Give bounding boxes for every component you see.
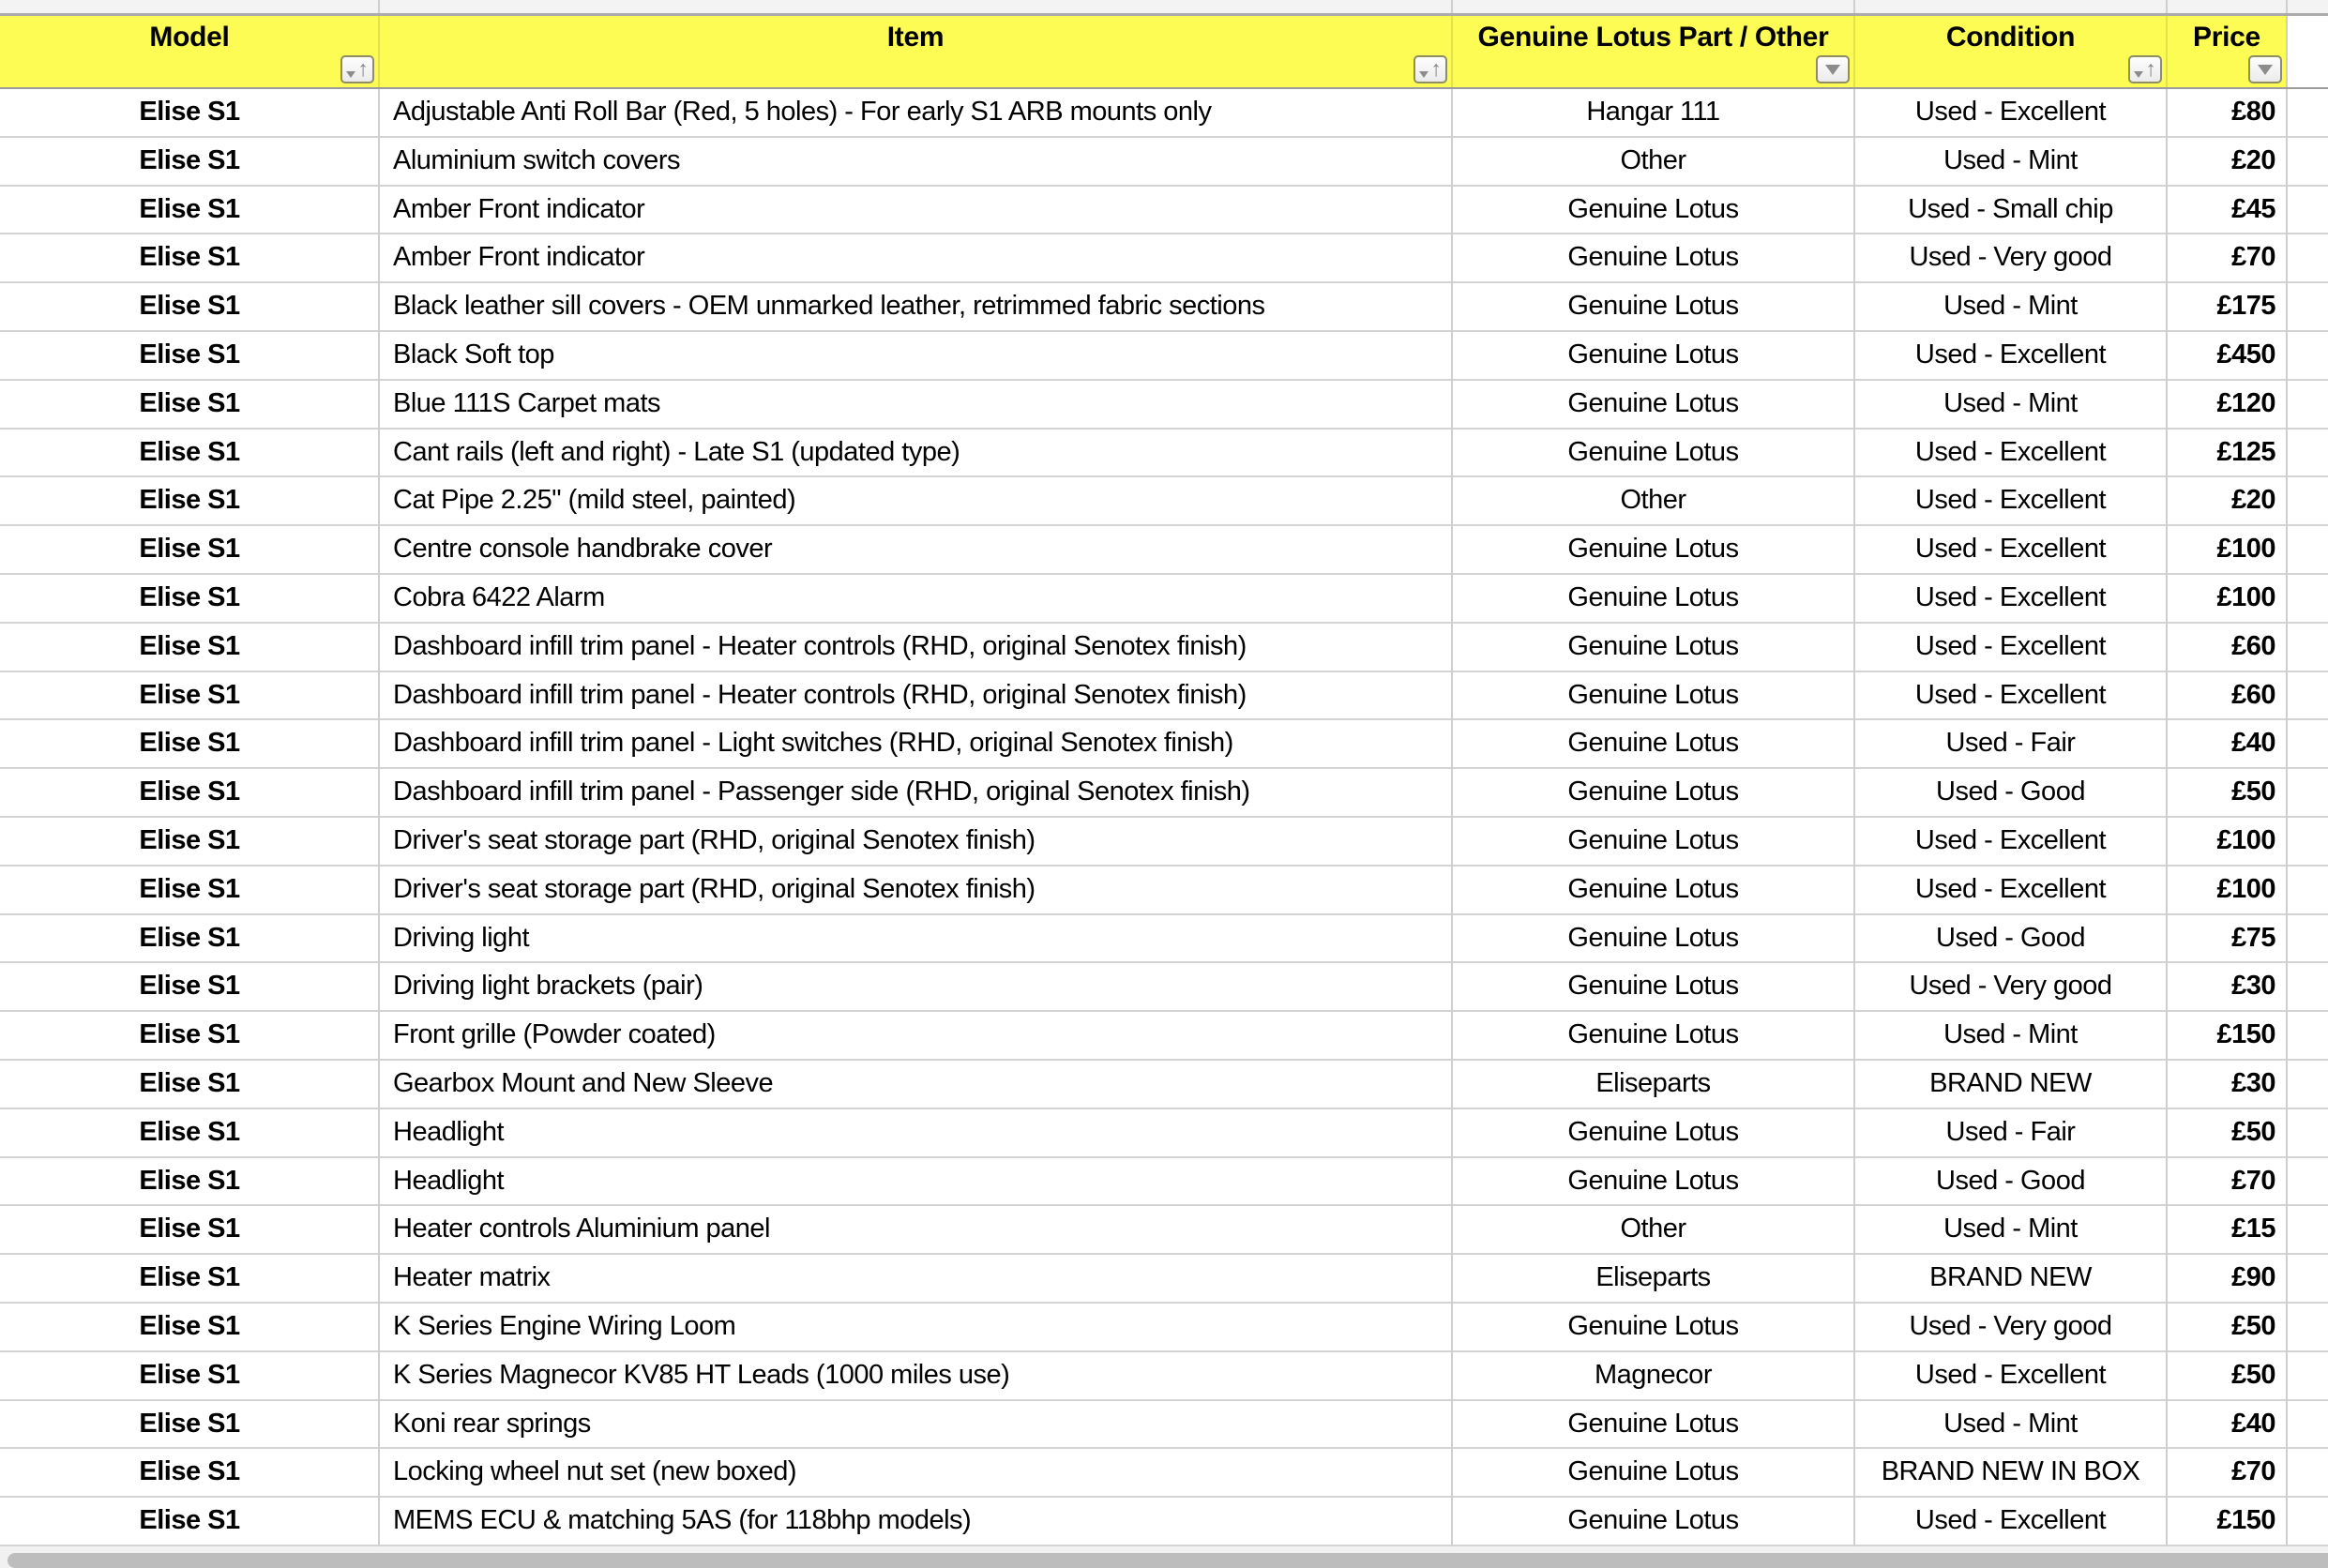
cell-price[interactable]: £100 bbox=[2216, 534, 2275, 565]
cell-price[interactable]: £20 bbox=[2231, 485, 2275, 516]
cell-condition[interactable]: Used - Mint bbox=[1943, 1019, 2078, 1050]
table-row bbox=[0, 526, 2328, 575]
cell-source[interactable]: Genuine Lotus bbox=[1567, 1116, 1739, 1147]
cell-item[interactable]: K Series Engine Wiring Loom bbox=[393, 1310, 736, 1341]
cell-model[interactable]: Elise S1 bbox=[139, 922, 240, 953]
cell-condition[interactable]: Used - Excellent bbox=[1914, 1505, 2107, 1536]
cell-source[interactable]: Other bbox=[1620, 144, 1686, 175]
cell-model[interactable]: Elise S1 bbox=[139, 1456, 240, 1487]
cell-model[interactable]: Elise S1 bbox=[139, 1116, 240, 1147]
cell-model[interactable]: Elise S1 bbox=[139, 824, 240, 855]
cell-empty[interactable] bbox=[2287, 720, 2328, 767]
cell-condition[interactable]: BRAND NEW bbox=[1929, 1067, 2092, 1098]
table-row bbox=[0, 89, 2328, 138]
cell-model[interactable]: Elise S1 bbox=[139, 387, 240, 418]
cell-item[interactable]: Driving light bbox=[393, 922, 529, 953]
filter-dropdown-icon bbox=[1825, 65, 1840, 75]
cell-condition[interactable]: Used - Excellent bbox=[1914, 824, 2107, 855]
cell-item[interactable]: Blue 111S Carpet mats bbox=[393, 387, 661, 418]
column-header-item[interactable] bbox=[379, 16, 1452, 87]
cell-condition[interactable]: Used - Excellent bbox=[1914, 873, 2107, 904]
table-row bbox=[0, 867, 2328, 915]
cell-empty[interactable] bbox=[2287, 187, 2328, 234]
table-row bbox=[0, 1158, 2328, 1207]
cell-condition[interactable]: Used - Very good bbox=[1909, 971, 2112, 1002]
cell-empty[interactable] bbox=[2287, 963, 2328, 1010]
cell-source[interactable]: Magnecor bbox=[1595, 1359, 1712, 1390]
cell-condition[interactable]: Used - Good bbox=[1936, 922, 2085, 953]
cell-model[interactable]: Elise S1 bbox=[139, 534, 240, 565]
cell-item[interactable]: Amber Front indicator bbox=[393, 242, 645, 273]
cell-empty[interactable] bbox=[2287, 624, 2328, 671]
sort-popup-button-model[interactable] bbox=[340, 55, 374, 83]
cell-price[interactable]: £50 bbox=[2231, 776, 2275, 807]
cell-item[interactable]: Koni rear springs bbox=[393, 1408, 591, 1439]
cell-condition[interactable]: Used - Excellent bbox=[1914, 485, 2107, 516]
cell-empty[interactable] bbox=[2287, 1012, 2328, 1059]
cell-condition[interactable]: Used - Excellent bbox=[1914, 339, 2107, 369]
cell-price[interactable]: £80 bbox=[2231, 97, 2275, 127]
cell-condition[interactable]: Used - Mint bbox=[1943, 291, 2078, 322]
cell-price[interactable]: £40 bbox=[2231, 1408, 2275, 1439]
partial-row-above-header bbox=[0, 0, 2328, 13]
cell-source[interactable]: Eliseparts bbox=[1595, 1262, 1711, 1293]
gridline bbox=[1853, 16, 1855, 87]
table-row bbox=[0, 138, 2328, 187]
column-header-condition[interactable] bbox=[1854, 16, 2167, 87]
cell-model[interactable]: Elise S1 bbox=[139, 1067, 240, 1098]
table-row bbox=[0, 963, 2328, 1012]
cell-model[interactable]: Elise S1 bbox=[139, 630, 240, 661]
cell-model[interactable]: Elise S1 bbox=[139, 291, 240, 322]
table-row bbox=[0, 1206, 2328, 1255]
cell-source[interactable]: Genuine Lotus bbox=[1567, 1019, 1739, 1050]
table-row bbox=[0, 1449, 2328, 1498]
cell-price[interactable]: £50 bbox=[2231, 1116, 2275, 1147]
cell-condition[interactable]: Used - Excellent bbox=[1914, 630, 2107, 661]
filter-popup-button-source[interactable] bbox=[1816, 55, 1850, 83]
cell-price[interactable]: £150 bbox=[2216, 1505, 2275, 1536]
cell-price[interactable]: £45 bbox=[2231, 193, 2275, 224]
cell-model[interactable]: Elise S1 bbox=[139, 1505, 240, 1536]
table-row bbox=[0, 1061, 2328, 1109]
cell-item[interactable]: Gearbox Mount and New Sleeve bbox=[393, 1067, 774, 1098]
cell-empty[interactable] bbox=[2287, 138, 2328, 185]
cell-item[interactable]: K Series Magnecor KV85 HT Leads (1000 miles use) bbox=[393, 1359, 1010, 1390]
cell-source[interactable]: Genuine Lotus bbox=[1567, 679, 1739, 710]
table-row bbox=[0, 818, 2328, 867]
cell-empty[interactable] bbox=[2287, 477, 2328, 524]
cell-item[interactable]: Driving light brackets (pair) bbox=[393, 971, 703, 1002]
gridline bbox=[2286, 16, 2288, 87]
sort-descending-icon bbox=[346, 71, 355, 78]
cell-empty[interactable] bbox=[2287, 672, 2328, 719]
cell-source[interactable]: Genuine Lotus bbox=[1567, 1505, 1739, 1536]
cell-model[interactable]: Elise S1 bbox=[139, 485, 240, 516]
sort-descending-icon bbox=[1419, 71, 1429, 78]
cell-source[interactable]: Genuine Lotus bbox=[1567, 193, 1739, 224]
cell-empty[interactable] bbox=[2287, 1061, 2328, 1108]
column-header-label: Model bbox=[149, 22, 230, 53]
gridline bbox=[1853, 89, 1855, 1546]
cell-item[interactable]: Headlight bbox=[393, 1116, 505, 1147]
table-header-row bbox=[0, 16, 2328, 87]
cell-source[interactable]: Genuine Lotus bbox=[1567, 1408, 1739, 1439]
cell-model[interactable]: Elise S1 bbox=[139, 776, 240, 807]
cell-source[interactable]: Hangar 111 bbox=[1586, 97, 1720, 127]
table-row bbox=[0, 1255, 2328, 1304]
gridline bbox=[378, 89, 380, 1546]
sort-popup-button-item[interactable] bbox=[1413, 55, 1447, 83]
gridline bbox=[1451, 16, 1453, 87]
cell-empty[interactable] bbox=[2287, 1352, 2328, 1399]
cell-empty[interactable] bbox=[2287, 332, 2328, 379]
cell-price[interactable]: £120 bbox=[2216, 387, 2275, 418]
cell-item[interactable]: Dashboard infill trim panel - Light switches (RHD, original Senotex finish) bbox=[393, 728, 1233, 759]
cell-source[interactable]: Other bbox=[1620, 485, 1686, 516]
column-header-source[interactable] bbox=[1452, 16, 1854, 87]
cell-empty[interactable] bbox=[2287, 283, 2328, 330]
cell-empty[interactable] bbox=[2287, 1158, 2328, 1205]
cell-model[interactable]: Elise S1 bbox=[139, 436, 240, 467]
cell-item[interactable]: Cant rails (left and right) - Late S1 (updated type) bbox=[393, 436, 960, 467]
gridline bbox=[2166, 0, 2168, 13]
cell-model[interactable]: Elise S1 bbox=[139, 242, 240, 273]
gridline bbox=[1853, 0, 1855, 13]
cell-empty[interactable] bbox=[2287, 1449, 2328, 1496]
cell-condition[interactable]: Used - Very good bbox=[1909, 1310, 2112, 1341]
cell-empty[interactable] bbox=[2287, 1304, 2328, 1350]
cell-empty[interactable] bbox=[2287, 1255, 2328, 1302]
cell-source[interactable]: Other bbox=[1620, 1214, 1686, 1244]
cell-item[interactable]: Heater controls Aluminium panel bbox=[393, 1214, 770, 1244]
table-row bbox=[0, 769, 2328, 818]
cell-price[interactable]: £90 bbox=[2231, 1262, 2275, 1293]
cell-source[interactable]: Genuine Lotus bbox=[1567, 291, 1739, 322]
cell-model[interactable]: Elise S1 bbox=[139, 1214, 240, 1244]
table-row bbox=[0, 915, 2328, 964]
table-row bbox=[0, 624, 2328, 672]
cell-condition[interactable]: Used - Fair bbox=[1945, 728, 2076, 759]
table-row bbox=[0, 720, 2328, 769]
table-row bbox=[0, 672, 2328, 721]
cell-model[interactable]: Elise S1 bbox=[139, 339, 240, 369]
sort-descending-icon bbox=[2134, 71, 2143, 78]
table-row bbox=[0, 575, 2328, 624]
cell-price[interactable]: £30 bbox=[2231, 1067, 2275, 1098]
horizontal-scrollbar-thumb[interactable] bbox=[8, 1553, 2328, 1568]
cell-condition[interactable]: Used - Good bbox=[1936, 776, 2085, 807]
table-row bbox=[0, 477, 2328, 526]
cell-condition[interactable]: Used - Excellent bbox=[1914, 436, 2107, 467]
cell-condition[interactable]: Used - Very good bbox=[1909, 242, 2112, 273]
cell-price[interactable]: £50 bbox=[2231, 1310, 2275, 1341]
cell-item[interactable]: Driver's seat storage part (RHD, original Senotex finish) bbox=[393, 873, 1036, 904]
cell-source[interactable]: Genuine Lotus bbox=[1567, 1456, 1739, 1487]
cell-model[interactable]: Elise S1 bbox=[139, 1310, 240, 1341]
cell-empty[interactable] bbox=[2287, 867, 2328, 913]
cell-item[interactable]: Cat Pipe 2.25" (mild steel, painted) bbox=[393, 485, 796, 516]
cell-condition[interactable]: Used - Excellent bbox=[1914, 534, 2107, 565]
cell-condition[interactable]: Used - Excellent bbox=[1914, 1359, 2107, 1390]
cell-source[interactable]: Eliseparts bbox=[1595, 1067, 1711, 1098]
cell-source[interactable]: Genuine Lotus bbox=[1567, 581, 1739, 612]
column-header-model[interactable] bbox=[0, 16, 379, 87]
table-row bbox=[0, 234, 2328, 283]
cell-price[interactable]: £125 bbox=[2216, 436, 2275, 467]
gridline bbox=[2286, 0, 2288, 13]
filter-dropdown-icon bbox=[2258, 65, 2273, 75]
column-header-label: Condition bbox=[1945, 22, 2076, 53]
cell-source[interactable]: Genuine Lotus bbox=[1567, 339, 1739, 369]
cell-source[interactable]: Genuine Lotus bbox=[1567, 873, 1739, 904]
cell-model[interactable]: Elise S1 bbox=[139, 1359, 240, 1390]
cell-condition[interactable]: Used - Good bbox=[1936, 1165, 2085, 1196]
cell-source[interactable]: Genuine Lotus bbox=[1567, 824, 1739, 855]
cell-price[interactable]: £100 bbox=[2216, 824, 2275, 855]
cell-item[interactable]: MEMS ECU & matching 5AS (for 118bhp models) bbox=[393, 1505, 972, 1536]
cell-price[interactable]: £50 bbox=[2231, 1359, 2275, 1390]
column-header-label: Price bbox=[2193, 22, 2260, 53]
cell-condition[interactable]: Used - Mint bbox=[1943, 144, 2078, 175]
cell-condition[interactable]: Used - Excellent bbox=[1914, 679, 2107, 710]
gridline bbox=[2166, 16, 2168, 87]
table-row bbox=[0, 283, 2328, 332]
cell-empty[interactable] bbox=[2287, 915, 2328, 962]
cell-model[interactable]: Elise S1 bbox=[139, 1408, 240, 1439]
cell-price[interactable]: £100 bbox=[2216, 581, 2275, 612]
cell-empty[interactable] bbox=[2287, 1498, 2328, 1545]
cell-empty[interactable] bbox=[2287, 1206, 2328, 1253]
cell-model[interactable]: Elise S1 bbox=[139, 144, 240, 175]
cell-item[interactable]: Amber Front indicator bbox=[393, 193, 645, 224]
filter-popup-button-price[interactable] bbox=[2248, 55, 2282, 83]
cell-price[interactable]: £30 bbox=[2231, 971, 2275, 1002]
cell-source[interactable]: Genuine Lotus bbox=[1567, 776, 1739, 807]
cell-empty[interactable] bbox=[2287, 575, 2328, 622]
cell-condition[interactable]: Used - Fair bbox=[1945, 1116, 2076, 1147]
cell-source[interactable]: Genuine Lotus bbox=[1567, 242, 1739, 273]
gridline bbox=[378, 0, 380, 13]
cell-model[interactable]: Elise S1 bbox=[139, 1262, 240, 1293]
cell-price[interactable]: £60 bbox=[2231, 630, 2275, 661]
sort-ascending-icon: ↑ bbox=[1430, 55, 1442, 81]
cell-model[interactable]: Elise S1 bbox=[139, 193, 240, 224]
cell-model[interactable]: Elise S1 bbox=[139, 971, 240, 1002]
cell-item[interactable]: Black Soft top bbox=[393, 339, 554, 369]
cell-empty[interactable] bbox=[2287, 89, 2328, 136]
table-row bbox=[0, 1352, 2328, 1401]
cell-source[interactable]: Genuine Lotus bbox=[1567, 971, 1739, 1002]
cell-item[interactable]: Centre console handbrake cover bbox=[393, 534, 773, 565]
cell-model[interactable]: Elise S1 bbox=[139, 1019, 240, 1050]
sort-ascending-icon: ↑ bbox=[357, 55, 369, 81]
cell-price[interactable]: £450 bbox=[2216, 339, 2275, 369]
cell-condition[interactable]: Used - Mint bbox=[1943, 1214, 2078, 1244]
gridline bbox=[378, 16, 380, 87]
cell-price[interactable]: £70 bbox=[2231, 1456, 2275, 1487]
gridline bbox=[1451, 0, 1453, 13]
table-row bbox=[0, 430, 2328, 478]
cell-condition[interactable]: BRAND NEW IN BOX bbox=[1881, 1456, 2140, 1487]
cell-price[interactable]: £150 bbox=[2216, 1019, 2275, 1050]
cell-item[interactable]: Driver's seat storage part (RHD, original Senotex finish) bbox=[393, 824, 1036, 855]
gridline bbox=[1451, 89, 1453, 1546]
column-header-label: Item bbox=[886, 22, 945, 53]
cell-price[interactable]: £100 bbox=[2216, 873, 2275, 904]
table-body bbox=[0, 89, 2328, 1546]
gridline bbox=[2166, 89, 2168, 1546]
cell-price[interactable]: £70 bbox=[2231, 242, 2275, 273]
cell-item[interactable]: Adjustable Anti Roll Bar (Red, 5 holes) - For early S1 ARB mounts only bbox=[393, 97, 1212, 127]
table-row bbox=[0, 381, 2328, 430]
cell-source[interactable]: Genuine Lotus bbox=[1567, 922, 1739, 953]
cell-empty[interactable] bbox=[2287, 430, 2328, 476]
cell-item[interactable]: Aluminium switch covers bbox=[393, 144, 680, 175]
cell-item[interactable]: Cobra 6422 Alarm bbox=[393, 581, 605, 612]
cell-empty[interactable] bbox=[2287, 1109, 2328, 1156]
table-row bbox=[0, 1304, 2328, 1352]
table-row bbox=[0, 1012, 2328, 1061]
cell-empty[interactable] bbox=[2287, 381, 2328, 428]
cell-price[interactable]: £175 bbox=[2216, 291, 2275, 322]
sort-ascending-icon: ↑ bbox=[2145, 55, 2156, 81]
cell-price[interactable]: £40 bbox=[2231, 728, 2275, 759]
table-row bbox=[0, 1498, 2328, 1546]
cell-source[interactable]: Genuine Lotus bbox=[1567, 728, 1739, 759]
cell-condition[interactable]: BRAND NEW bbox=[1929, 1262, 2092, 1293]
cell-model[interactable]: Elise S1 bbox=[139, 97, 240, 127]
cell-item[interactable]: Black leather sill covers - OEM unmarked leather, retrimmed fabric sections bbox=[393, 291, 1265, 322]
cell-model[interactable]: Elise S1 bbox=[139, 728, 240, 759]
gridline bbox=[2286, 89, 2288, 1546]
cell-model[interactable]: Elise S1 bbox=[139, 679, 240, 710]
cell-source[interactable]: Genuine Lotus bbox=[1567, 387, 1739, 418]
cell-price[interactable]: £60 bbox=[2231, 679, 2275, 710]
cell-empty[interactable] bbox=[2287, 818, 2328, 865]
cell-price[interactable]: £75 bbox=[2231, 922, 2275, 953]
cell-source[interactable]: Genuine Lotus bbox=[1567, 1310, 1739, 1341]
cell-condition[interactable]: Used - Excellent bbox=[1914, 97, 2107, 127]
cell-empty[interactable] bbox=[2287, 234, 2328, 281]
sort-popup-button-condition[interactable] bbox=[2128, 55, 2162, 83]
cell-model[interactable]: Elise S1 bbox=[139, 581, 240, 612]
cell-item[interactable]: Dashboard infill trim panel - Heater controls (RHD, original Senotex finish) bbox=[393, 630, 1247, 661]
cell-item[interactable]: Dashboard infill trim panel - Heater controls (RHD, original Senotex finish) bbox=[393, 679, 1247, 710]
cell-condition[interactable]: Used - Mint bbox=[1943, 387, 2078, 418]
cell-price[interactable]: £20 bbox=[2231, 144, 2275, 175]
cell-condition[interactable]: Used - Excellent bbox=[1914, 581, 2107, 612]
cell-model[interactable]: Elise S1 bbox=[139, 873, 240, 904]
cell-condition[interactable]: Used - Small chip bbox=[1908, 193, 2113, 224]
cell-model[interactable]: Elise S1 bbox=[139, 1165, 240, 1196]
column-header-price[interactable] bbox=[2167, 16, 2287, 87]
column-header-label: Genuine Lotus Part / Other bbox=[1477, 22, 1829, 53]
cell-price[interactable]: £15 bbox=[2231, 1214, 2275, 1244]
cell-price[interactable]: £70 bbox=[2231, 1165, 2275, 1196]
cell-empty[interactable] bbox=[2287, 1401, 2328, 1448]
cell-empty[interactable] bbox=[2287, 769, 2328, 816]
cell-item[interactable]: Locking wheel nut set (new boxed) bbox=[393, 1456, 797, 1487]
table-row bbox=[0, 1109, 2328, 1158]
cell-source[interactable]: Genuine Lotus bbox=[1567, 630, 1739, 661]
cell-empty[interactable] bbox=[2287, 526, 2328, 573]
cell-item[interactable]: Front grille (Powder coated) bbox=[393, 1019, 716, 1050]
table-row bbox=[0, 332, 2328, 381]
table-row bbox=[0, 1401, 2328, 1450]
cell-item[interactable]: Heater matrix bbox=[393, 1262, 551, 1293]
cell-condition[interactable]: Used - Mint bbox=[1943, 1408, 2078, 1439]
cell-item[interactable]: Dashboard infill trim panel - Passenger side (RHD, original Senotex finish) bbox=[393, 776, 1250, 807]
cell-source[interactable]: Genuine Lotus bbox=[1567, 436, 1739, 467]
table-row bbox=[0, 187, 2328, 235]
cell-item[interactable]: Headlight bbox=[393, 1165, 505, 1196]
cell-source[interactable]: Genuine Lotus bbox=[1567, 1165, 1739, 1196]
cell-source[interactable]: Genuine Lotus bbox=[1567, 534, 1739, 565]
